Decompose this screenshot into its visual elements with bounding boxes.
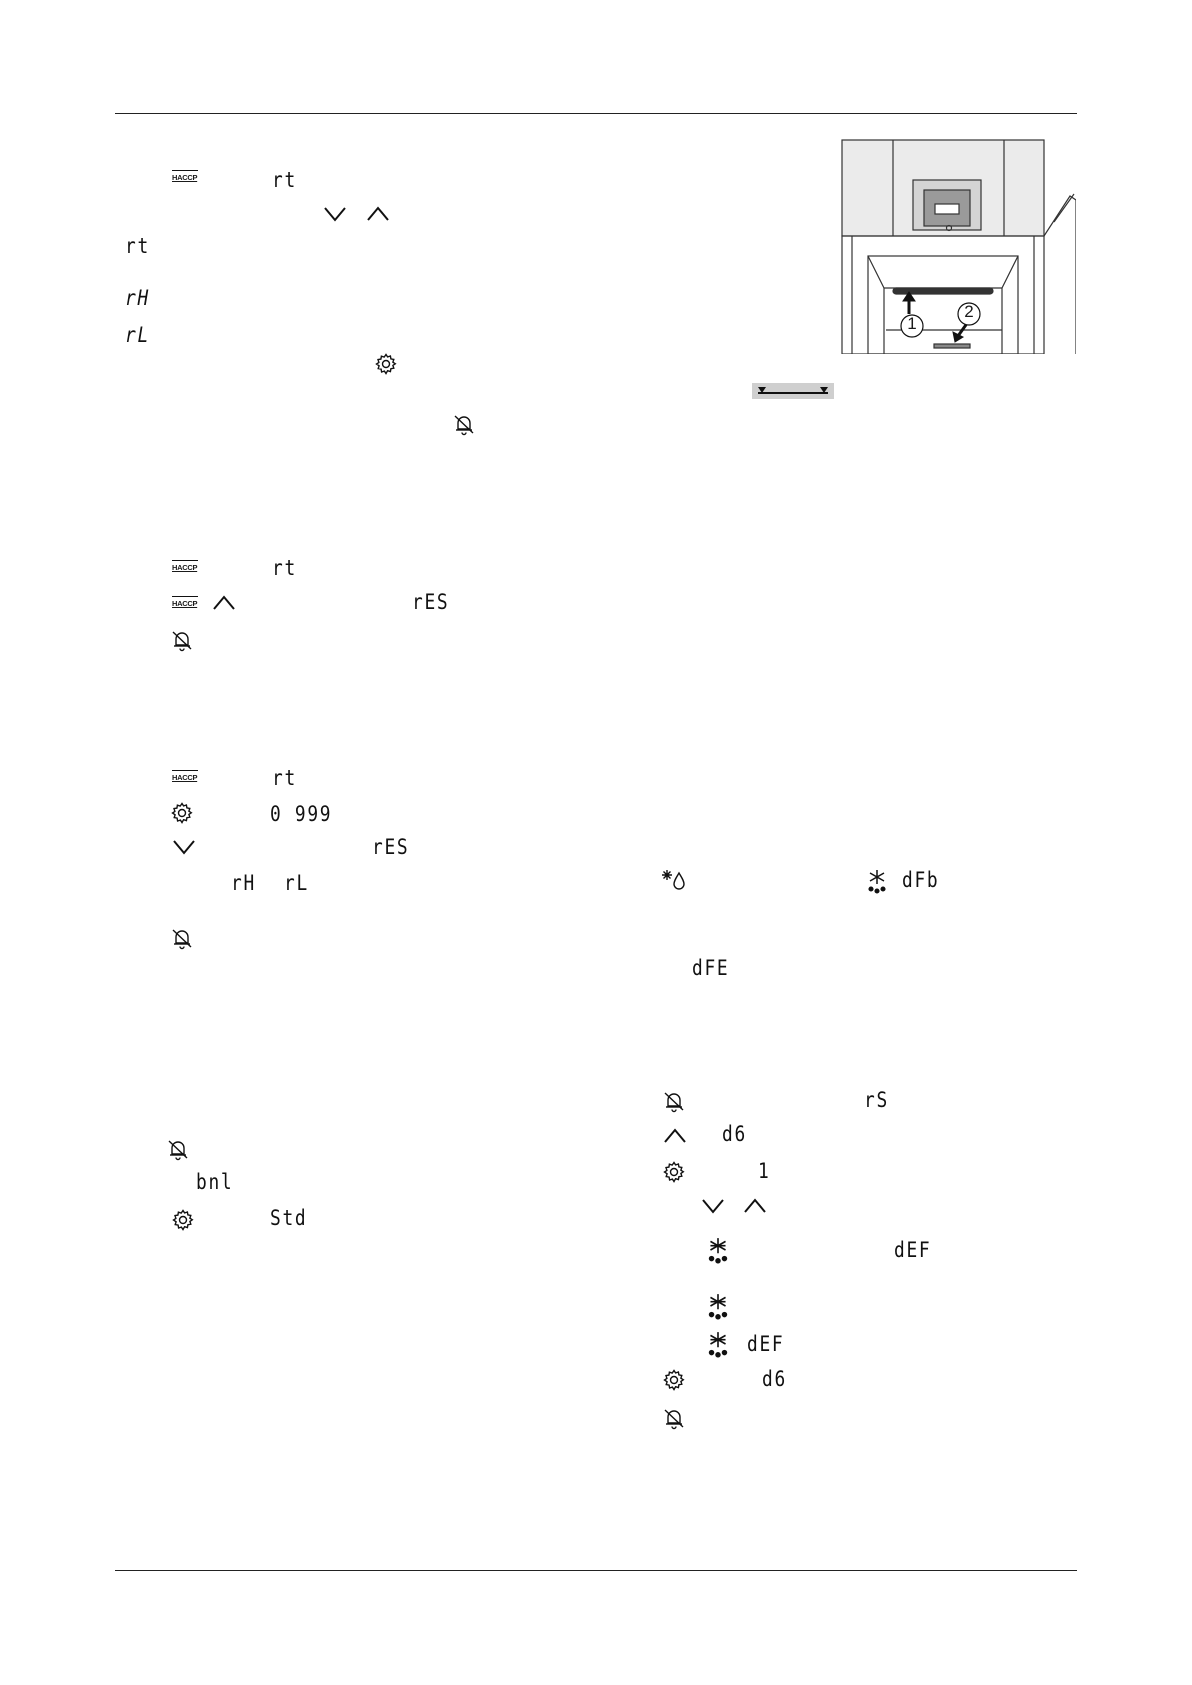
defrost-icon [704,1236,732,1264]
haccp-icon: HACCP [172,596,198,610]
haccp-icon: HACCP [172,560,198,574]
defrost-icon [704,1292,732,1320]
appliance-illustration [838,138,1076,354]
display-code-dfb: dFb [902,868,940,892]
chevron-down-icon [171,837,197,857]
display-code-res: rES [372,835,410,859]
display-code-dfe: dFE [692,956,730,980]
slot-bar-icon [752,383,834,399]
display-code-rh: rH [231,871,256,895]
chevron-up-icon [742,1196,768,1216]
display-range: 0 999 [270,802,333,826]
alarm-mute-icon [662,1406,686,1430]
display-code-rs: rS [864,1088,889,1112]
gear-icon [170,801,194,825]
chevron-up-icon [662,1126,688,1146]
display-code-def: dEF [894,1238,932,1262]
display-code-rt: rt [272,556,297,580]
defrost-drop-icon [660,867,688,893]
display-value-1: 1 [758,1159,771,1183]
callout-1: 1 [907,314,917,333]
callout-2: 2 [964,302,974,321]
defrost-icon [864,868,890,894]
side-code-rl: rL [125,323,150,347]
display-code-rt: rt [272,168,297,192]
alarm-mute-icon [166,1137,190,1161]
display-code-d6: d6 [722,1122,747,1146]
gear-icon [374,352,398,376]
chevron-down-icon [700,1196,726,1216]
display-code-rl: rL [284,871,309,895]
display-code-def: dEF [747,1332,785,1356]
haccp-icon: HACCP [172,770,198,784]
display-code-bnl: bnl [196,1170,234,1194]
gear-icon [662,1368,686,1392]
alarm-mute-icon [452,412,476,436]
chevron-up-icon [365,204,391,224]
alarm-mute-icon [170,628,194,652]
alarm-mute-icon [662,1089,686,1113]
footer-rule [115,1570,1077,1571]
gear-icon [662,1160,686,1184]
display-code-res: rES [412,590,450,614]
defrost-icon [704,1330,732,1358]
display-code-std: Std [270,1206,308,1230]
display-code-d6: d6 [762,1367,787,1391]
chevron-up-icon [211,593,237,613]
alarm-mute-icon [170,926,194,950]
side-code-rt: rt [125,234,150,258]
gear-icon [171,1208,195,1232]
header-rule [115,113,1077,114]
side-code-rh: rH [125,286,150,310]
display-code-rt: rt [272,766,297,790]
chevron-down-icon [322,204,348,224]
haccp-icon: HACCP [172,170,198,184]
